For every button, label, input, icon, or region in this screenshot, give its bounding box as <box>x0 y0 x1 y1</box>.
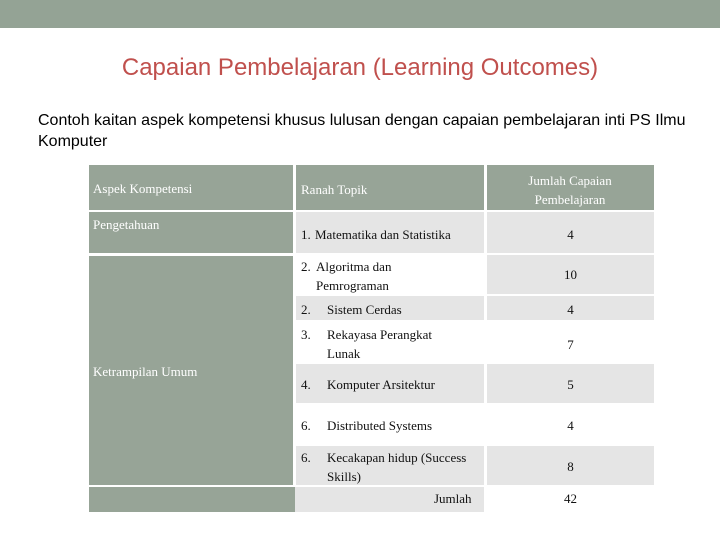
row-topic: Distributed Systems <box>327 418 433 433</box>
row-number: 2. <box>301 259 311 274</box>
row-count: 10 <box>564 267 577 282</box>
row-topic: Matematika dan Statistika <box>315 227 451 242</box>
row-count: 4 <box>567 227 574 242</box>
row-number: 3. <box>301 327 311 342</box>
group-pengetahuan: Pengetahuan <box>93 217 160 232</box>
row-number: 2. <box>301 302 311 317</box>
row-topic: Rekayasa Perangkat Lunak <box>327 327 433 361</box>
row-topic: Sistem Cerdas <box>327 302 402 317</box>
header-aspek: Aspek Kompetensi <box>93 181 193 196</box>
header-jumlah: Jumlah Capaian Pembelajaran <box>528 173 612 207</box>
top-bar <box>0 0 720 28</box>
row-number: 1. <box>301 227 311 242</box>
row-topic: Algoritma dan Pemrograman <box>316 259 392 293</box>
total-label: Jumlah <box>434 491 472 506</box>
row-count: 8 <box>567 459 574 474</box>
row-count: 4 <box>567 418 574 433</box>
row-count: 4 <box>567 302 574 317</box>
row-topic: Kecakapan hidup (Success Skills) <box>327 450 467 484</box>
row-count: 5 <box>567 377 574 392</box>
total-spacer-cell <box>89 487 295 512</box>
row-number: 6. <box>301 450 311 465</box>
row-topic: Komputer Arsitektur <box>327 377 435 392</box>
header-ranah: Ranah Topik <box>301 182 368 197</box>
row-number: 6. <box>301 418 311 433</box>
slide-title: Capaian Pembelajaran (Learning Outcomes) <box>121 54 599 81</box>
row-count: 7 <box>567 337 574 352</box>
slide-subtitle: Contoh kaitan aspek kompetensi khusus lulusan dengan capaian pembelajaran inti PS Ilmu Komputer <box>38 112 686 150</box>
row-number: 4. <box>301 377 311 392</box>
group-ketrampilan: Ketrampilan Umum <box>93 364 198 379</box>
total-value: 42 <box>564 491 577 506</box>
